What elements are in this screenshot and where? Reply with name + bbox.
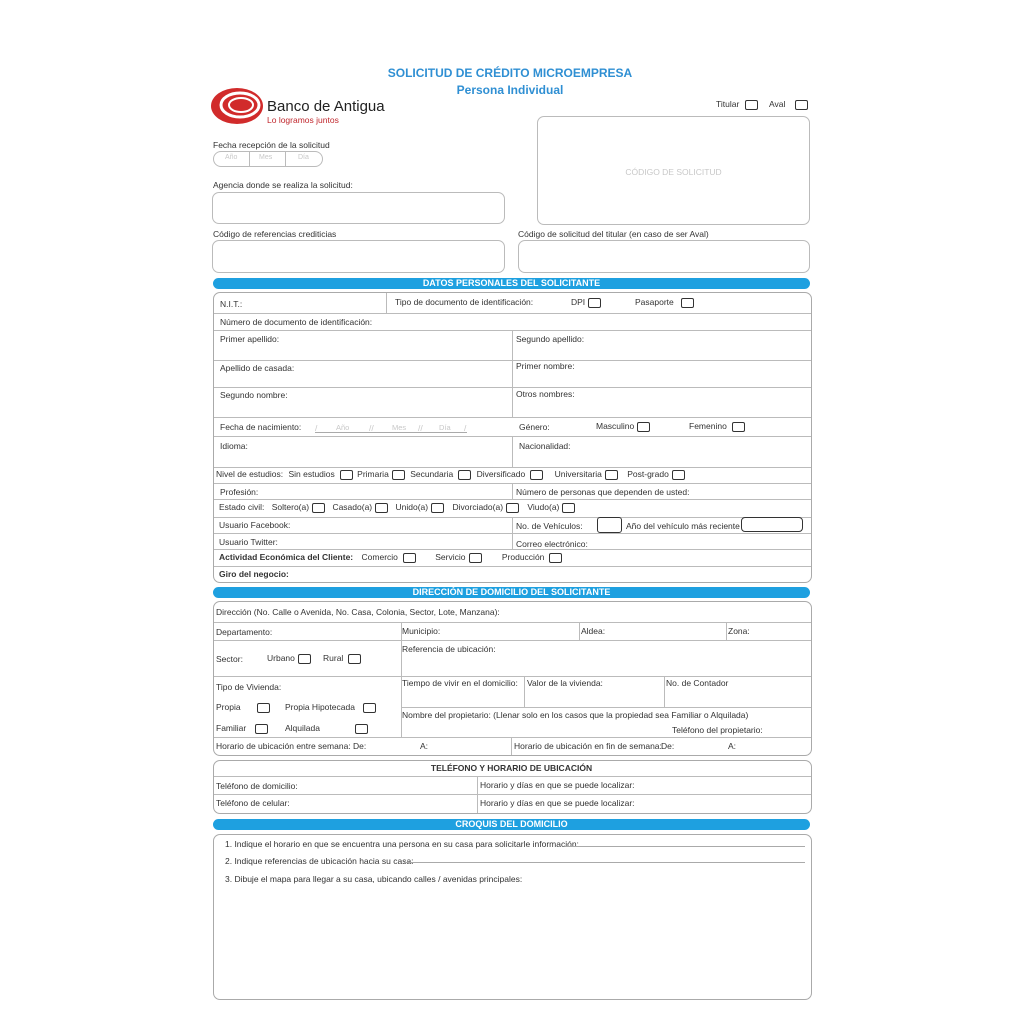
codigo-referencias-field[interactable] [212,240,505,273]
actividad-comercio[interactable]: Comercio [362,552,416,562]
tel-celular-label: Teléfono de celular: [216,798,290,808]
sector-label: Sector: [216,654,243,664]
giro-label: Giro del negocio: [219,569,289,579]
titular-checkbox[interactable] [745,100,758,110]
aval-option[interactable] [769,99,808,110]
horario-fin-de: De: [661,741,675,751]
comercio-checkbox[interactable] [403,553,416,563]
horario-fin-label: Horario de ubicación en fin de semana: [514,741,662,751]
agencia-label: Agencia donde se realiza la solicitud: [213,180,353,190]
croquis-line-2[interactable] [404,862,805,863]
alquilada-label: Alquilada [285,723,320,733]
titular-option[interactable] [716,99,758,110]
dependientes-label: Número de personas que dependen de usted: [516,487,690,497]
nivel-estudios-label: Nivel de estudios: [216,469,284,479]
fecha-recepcion-field[interactable] [213,151,323,167]
horario-dias-domicilio-label: Horario y días en que se puede localizar: [480,780,635,790]
divorciado-checkbox[interactable] [506,503,519,513]
propietario-label: Nombre del propietario: (Llenar solo en los casos que la propiedad sea Familiar o Alquilada) [402,710,749,720]
nivel-estudios-row [216,469,685,480]
familiar-checkbox[interactable] [255,724,268,734]
codigo-titular-field[interactable] [518,240,810,273]
masculino-option[interactable] [596,421,650,432]
rural-label: Rural [323,653,344,663]
produccion-checkbox[interactable] [549,553,562,563]
propia-hipotecada-option[interactable] [285,702,376,713]
fecha-nacimiento-line[interactable] [315,432,467,433]
datos-personales-header: DATOS PERSONALES DEL SOLICITANTE [213,278,810,289]
estudios-diversificado[interactable]: Diversificado [477,469,544,479]
titular-label: Titular [716,99,740,109]
estado-soltero[interactable]: Soltero(a) [272,502,325,512]
propia-hipotecada-checkbox[interactable] [363,703,376,713]
idioma-label: Idioma: [220,441,248,451]
bank-slogan: Lo logramos juntos [267,115,339,125]
otros-nombres-label: Otros nombres: [516,389,575,399]
vehiculos-field[interactable] [597,517,622,533]
primer-nombre-label: Primer nombre: [516,361,575,371]
actividad-produccion[interactable]: Producción [502,552,563,562]
correo-label: Correo electrónico: [516,539,588,549]
croquis-item-3: 3. Dibuje el mapa para llegar a su casa, ubicando calles / avenidas principales: [225,874,523,884]
croquis-header: CROQUIS DEL DOMICILIO [213,819,810,830]
fecha-day-placeholder: Día [298,154,309,161]
horario-semana-de: De: [353,741,367,751]
servicio-checkbox[interactable] [469,553,482,563]
nacionalidad-label: Nacionalidad: [519,441,571,451]
aval-checkbox[interactable] [795,100,808,110]
femenino-checkbox[interactable] [732,422,745,432]
profesion-label: Profesión: [220,487,259,497]
estado-civil-row [219,502,575,513]
estudios-secundaria[interactable]: Secundaria [410,469,471,479]
domicilio-header: DIRECCIÓN DE DOMICILIO DEL SOLICITANTE [213,587,810,598]
zona-label: Zona: [728,626,750,636]
viudo-checkbox[interactable] [562,503,575,513]
horario-semana-a: A: [420,741,429,751]
propia-checkbox[interactable] [257,703,270,713]
femenino-label: Femenino [689,421,727,431]
nit-label: N.I.T.: [220,299,243,309]
rural-option[interactable] [323,653,361,664]
pasaporte-label: Pasaporte [635,297,674,307]
codigo-solicitud-label: CÓDIGO DE SOLICITUD [625,167,722,177]
nac-year-placeholder: Año [336,423,350,432]
apellido-casada-label: Apellido de casada: [220,363,295,373]
horario-semana-label: Horario de ubicación entre semana: [216,741,351,751]
telefono-header: TELÉFONO Y HORARIO DE UBICACIÓN [430,763,593,773]
nac-day-placeholder: Día [439,423,451,432]
facebook-label: Usuario Facebook: [219,520,291,530]
codigo-solicitud-box[interactable] [537,116,810,225]
municipio-label: Municipio: [402,626,441,636]
nac-month-placeholder: Mes [392,423,407,432]
actividad-row [219,552,562,563]
estudios-sin[interactable]: Sin estudios [288,469,352,479]
pasaporte-checkbox[interactable] [681,298,694,308]
estudios-universitaria[interactable]: Universitaria [555,469,618,479]
alquilada-option[interactable] [285,723,368,734]
estado-unido[interactable]: Unido(a) [396,502,445,512]
dpi-label: DPI [571,297,586,307]
casado-checkbox[interactable] [375,503,388,513]
form-title: SOLICITUD DE CRÉDITO MICROEMPRESA [387,66,633,80]
masculino-checkbox[interactable] [637,422,650,432]
masculino-label: Masculino [596,421,635,431]
tiempo-vivir-label: Tiempo de vivir en el domicilio: [402,678,518,688]
segundo-nombre-label: Segundo nombre: [220,390,288,400]
genero-label: Género: [519,422,550,432]
bank-name: Banco de Antigua [267,98,385,115]
estado-viudo[interactable]: Viudo(a) [527,502,575,512]
twitter-label: Usuario Twitter: [219,537,278,547]
dpi-checkbox[interactable] [588,298,601,308]
vehiculos-label: No. de Vehículos: [516,521,583,531]
tel-domicilio-label: Teléfono de domicilio: [216,781,298,791]
sin-estudios-checkbox[interactable] [340,470,353,480]
familiar-option[interactable] [216,723,268,734]
estado-civil-label: Estado civil: [219,502,265,512]
rural-checkbox[interactable] [348,654,361,664]
estado-divorciado[interactable]: Divorciado(a) [452,502,519,512]
propia-label: Propia [216,702,241,712]
datos-personales-section [213,292,812,583]
estado-casado[interactable]: Casado(a) [332,502,388,512]
croquis-item-2: 2. Indique referencias de ubicación hacia su casa: [225,856,414,866]
aval-label: Aval [769,99,786,109]
tipo-doc-label: Tipo de documento de identificación: [395,297,534,307]
dpi-option[interactable] [571,297,601,308]
segundo-apellido-label: Segundo apellido: [516,334,585,344]
fecha-month-placeholder: Mes [259,154,273,161]
pasaporte-option[interactable] [635,297,694,308]
postgrado-checkbox[interactable] [672,470,685,480]
num-doc-label: Número de documento de identificación: [220,317,373,327]
urbano-label: Urbano [267,653,295,663]
familiar-label: Familiar [216,723,247,733]
estudios-postgrado[interactable]: Post-grado [627,469,685,479]
anio-vehiculo-field[interactable] [741,517,803,532]
aldea-label: Aldea: [581,626,606,636]
form-subtitle: Persona Individual [456,83,564,97]
propia-option[interactable] [216,702,270,713]
unido-checkbox[interactable] [431,503,444,513]
soltero-checkbox[interactable] [312,503,325,513]
bank-logo-icon [210,86,265,126]
secundaria-checkbox[interactable] [458,470,471,480]
anio-vehiculo-label: Año del vehículo más reciente [626,521,740,531]
tel-propietario-label: Teléfono del propietario: [672,725,763,735]
fecha-year-placeholder: Año [225,154,238,161]
primaria-checkbox[interactable] [392,470,405,480]
horario-fin-a: A: [728,741,737,751]
horario-dias-celular-label: Horario y días en que se puede localizar: [480,798,635,808]
valor-vivienda-label: Valor de la vivienda: [527,678,603,688]
urbano-checkbox[interactable] [298,654,311,664]
croquis-item-1: 1. Indique el horario en que se encuentra una persona en su casa para solicitarle información: [225,839,579,849]
departamento-label: Departamento: [216,627,273,637]
agencia-field[interactable] [212,192,505,224]
fecha-recepcion-label: Fecha recepción de la solicitud [213,140,330,150]
universitaria-checkbox[interactable] [605,470,618,480]
codigo-referencias-label: Código de referencias crediticias [213,229,337,239]
primer-apellido-label: Primer apellido: [220,334,280,344]
referencia-label: Referencia de ubicación: [402,644,496,654]
propia-hipotecada-label: Propia Hipotecada [285,702,355,712]
fecha-nacimiento-label: Fecha de nacimiento: [220,422,302,432]
codigo-titular-label: Código de solicitud del titular (en caso de ser Aval) [518,229,709,239]
croquis-line-1[interactable] [565,846,805,847]
actividad-servicio[interactable]: Servicio [435,552,481,562]
diversificado-checkbox[interactable] [530,470,543,480]
contador-label: No. de Contador [666,678,729,688]
direccion-label: Dirección (No. Calle o Avenida, No. Casa, Colonia, Sector, Lote, Manzana): [216,607,500,617]
actividad-label: Actividad Económica del Cliente: [219,552,354,562]
femenino-option[interactable] [689,421,745,432]
urbano-option[interactable] [267,653,311,664]
tipo-vivienda-label: Tipo de Vivienda: [216,682,282,692]
estudios-primaria[interactable]: Primaria [357,469,405,479]
alquilada-checkbox[interactable] [355,724,368,734]
